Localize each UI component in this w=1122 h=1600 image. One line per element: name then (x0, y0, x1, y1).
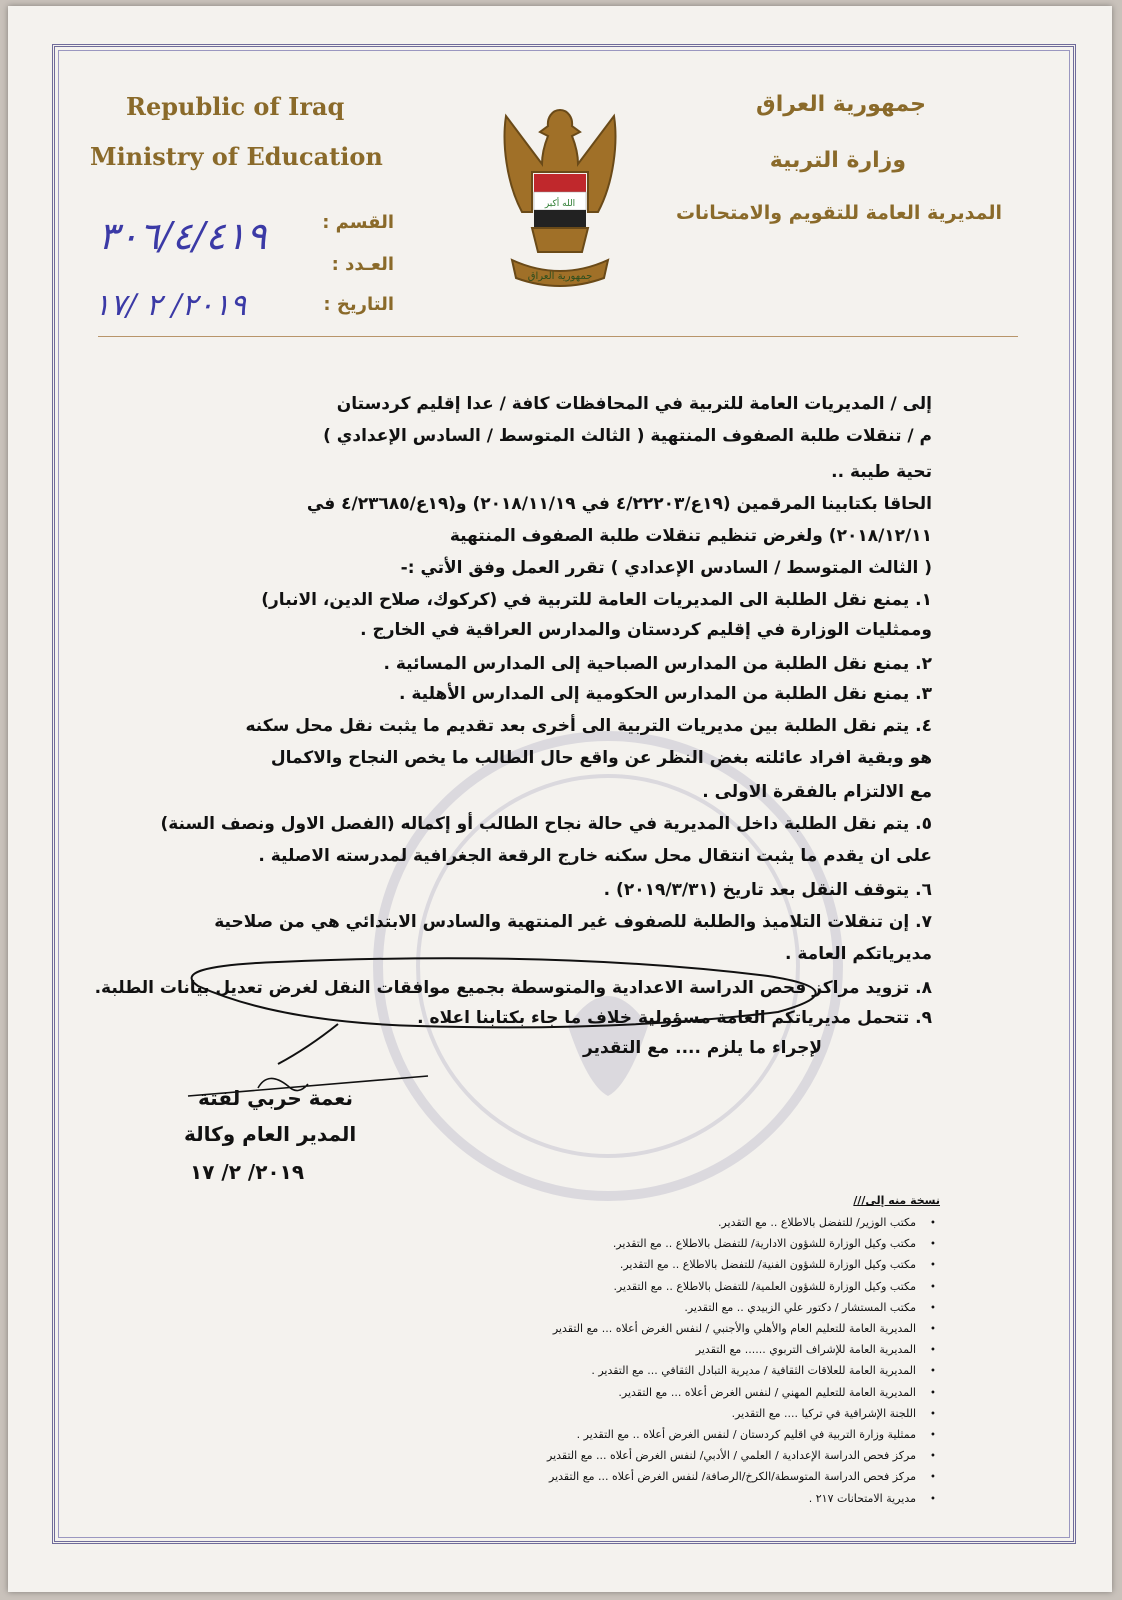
letter-body (94, 394, 932, 1058)
cc-bullet: • (930, 1430, 936, 1441)
greeting: تحية طيبة .. (831, 462, 932, 482)
header-ar-ministry: وزارة التربية (769, 148, 906, 173)
header-ar-republic: جمهورية العراق (756, 92, 926, 117)
cc-item: مكتب وكيل الوزارة للشؤون الادارية/ للتفضل بالاطلاع .. مع التقدير. (612, 1237, 916, 1251)
intro-line-2: ٢٠١٨/١٢/١١) ولغرض تنظيم تنقلات طلبة الصفوف المنتهية (449, 526, 932, 546)
cc-item: مركز فحص الدراسة الإعدادية / العلمي / الأدبي/ لنفس الغرض أعلاه ... مع التقدير (547, 1449, 916, 1463)
iraq-eagle-emblem (492, 102, 628, 296)
svg-text:جمهورية العراق: جمهورية العراق (527, 271, 593, 282)
item-1-line-2: وممثليات الوزارة في إقليم كردستان والمدارس العراقية في الخارج . (360, 620, 932, 640)
header-en-ministry: Ministry of Education (90, 142, 383, 171)
item-1-line-1: ١. يمنع نقل الطلبة الى المديريات العامة للتربية في (كركوك، صلاح الدين، الانبار) (261, 590, 932, 610)
recipient-line: إلى / المديريات العامة للتربية في المحافظات كافة / عدا إقليم كردستان (336, 394, 932, 414)
cc-item: مكتب الوزير/ للتفضل بالاطلاع .. مع التقدير. (717, 1216, 916, 1229)
cc-bullet: • (930, 1345, 936, 1357)
item-3: ٣. يمنع نقل الطلبة من المدارس الحكومية إلى المدارس الأهلية . (398, 684, 932, 704)
cc-item: المديرية العامة للإشراف التربوي ...... مع التقدير (695, 1343, 916, 1357)
intro-line-3: ( الثالث المتوسط / السادس الإعدادي ) تقرر العمل وفق الأتي :- (400, 558, 932, 578)
cc-item: ممثلية وزارة التربية في اقليم كردستان / لنفس الغرض أعلاه .. مع التقدير . (576, 1428, 916, 1441)
item-4-line-2: هو وبقية افراد عائلته بغض النظر عن واقع حال الطالب ما يخص النجاح والاكمال (270, 748, 932, 768)
cc-item: مركز فحص الدراسة المتوسطة/الكرخ/الرصافة/ لنفس الغرض أعلاه ... مع التقدير (549, 1470, 916, 1484)
cc-item: مكتب وكيل الوزارة للشؤون العلمية/ للتفضل بالاطلاع .. مع التقدير. (613, 1279, 916, 1293)
cc-bullet: • (930, 1408, 936, 1420)
field-number-label: العـدد : (331, 254, 394, 275)
cc-bullet: • (930, 1472, 936, 1484)
cc-bullet: • (930, 1281, 936, 1293)
document-sheet (8, 6, 1112, 1592)
cc-bullet: • (930, 1260, 936, 1272)
item-6: ٦. يتوقف النقل بعد تاريخ (٢٠١٩/٣/٣١) . (603, 880, 932, 900)
field-date-label: التاريخ : (323, 294, 394, 315)
item-4-line-3: مع الالتزام بالفقرة الاولى . (702, 782, 932, 802)
cc-item: المديرية العامة للتعليم المهني / لنفس الغرض أعلاه ... مع التقدير. (618, 1385, 916, 1399)
item-2: ٢. يمنع نقل الطلبة من المدارس الصباحية إلى المدارس المسائية . (383, 654, 932, 674)
item-9: ٩. تتحمل مديرياتكم العامة مسؤولية خلاف ما جاء بكتابنا اعلاه . (417, 1008, 932, 1028)
field-section-label: القسم : (322, 212, 394, 233)
item-8: ٨. تزويد مراكز فحص الدراسة الاعدادية والمتوسطة بجميع موافقات النقل لغرض تعديل بيانات الطلبة. (94, 978, 932, 998)
cc-item: المديرية العامة للعلاقات الثقافية / مديرية التبادل الثقافي ... مع التقدير . (591, 1364, 916, 1378)
header-ar-directorate: المديرية العامة للتقويم والامتحانات (675, 202, 1002, 224)
cc-bullet: • (930, 1387, 936, 1399)
item-5-line-2: على ان يقدم ما يثبت انتقال محل سكنه خارج الرقعة الجغرافية لمدرسته الاصلية . (258, 846, 932, 866)
handwritten-ellipse-mark (158, 956, 918, 1066)
cc-bullet: • (930, 1324, 936, 1335)
cc-item: المديرية العامة للتعليم العام والأهلي والأجنبي / لنفس الغرض أعلاه ... مع التقدير (552, 1322, 916, 1335)
signatory-name: نعمة حربي لفتة (198, 1086, 354, 1110)
intro-line-1: الحاقا بكتابينا المرقمين (١٩ع/٤/٢٢٢٠٣ في ٢٠١٨/١١/١٩) و(١٩ع/٤/٢٣٦٨٥ في (306, 494, 932, 514)
item-4-line-1: ٤. يتم نقل الطلبة بين مديريات التربية الى أخرى بعد تقديم ما يثبت نقل محل سكنه (245, 716, 932, 736)
signatory-title: المدير العام وكالة (184, 1122, 357, 1146)
item-7-line-1: ٧. إن تنقلات التلاميذ والطلبة للصفوف غير المنتهية والسادس الابتدائي هي من صلاحية (214, 912, 932, 932)
cc-item: مكتب المستشار / دكتور علي الزبيدي .. مع التقدير. (684, 1300, 916, 1314)
handwritten-date: ٢٠١٩/ ٢ /١٧ (94, 288, 247, 323)
signature-date: ٢٠١٩/ ٢/ ١٧ (190, 1160, 305, 1184)
handwritten-number: ٣٠٦/٤/٤١٩ (98, 214, 267, 258)
cc-bullet: • (930, 1366, 936, 1378)
header-divider (98, 336, 1018, 337)
closing-line: لإجراء ما يلزم .... مع التقدير (583, 1038, 822, 1058)
header-en-republic: Republic of Iraq (126, 92, 345, 121)
cc-item: مديرية الامتحانات ٢١٧ . (808, 1491, 916, 1505)
cc-bullet: • (930, 1218, 936, 1229)
svg-text:الله أكبر: الله أكبر (544, 199, 576, 209)
cc-item: مكتب وكيل الوزارة للشؤون الفنية/ للتفضل بالاطلاع .. مع التقدير. (619, 1258, 916, 1272)
cc-bullet: • (930, 1451, 936, 1463)
cc-bullet: • (930, 1239, 936, 1251)
item-7-line-2: مديرياتكم العامة . (785, 944, 932, 964)
item-5-line-1: ٥. يتم نقل الطلبة داخل المديرية في حالة نجاح الطالب أو إكماله (الفصل الاول ونصف السنة) (160, 814, 932, 834)
cc-bullet: • (930, 1302, 936, 1314)
cc-bullet: • (930, 1493, 936, 1505)
subject-line: م / تنقلات طلبة الصفوف المنتهية ( الثالث المتوسط / السادس الإعدادي ) (323, 426, 932, 446)
cc-heading: نسخة منه إلى/// (853, 1194, 940, 1207)
cc-item: اللجنة الإشرافية في تركيا .... مع التقدير. (731, 1406, 916, 1420)
